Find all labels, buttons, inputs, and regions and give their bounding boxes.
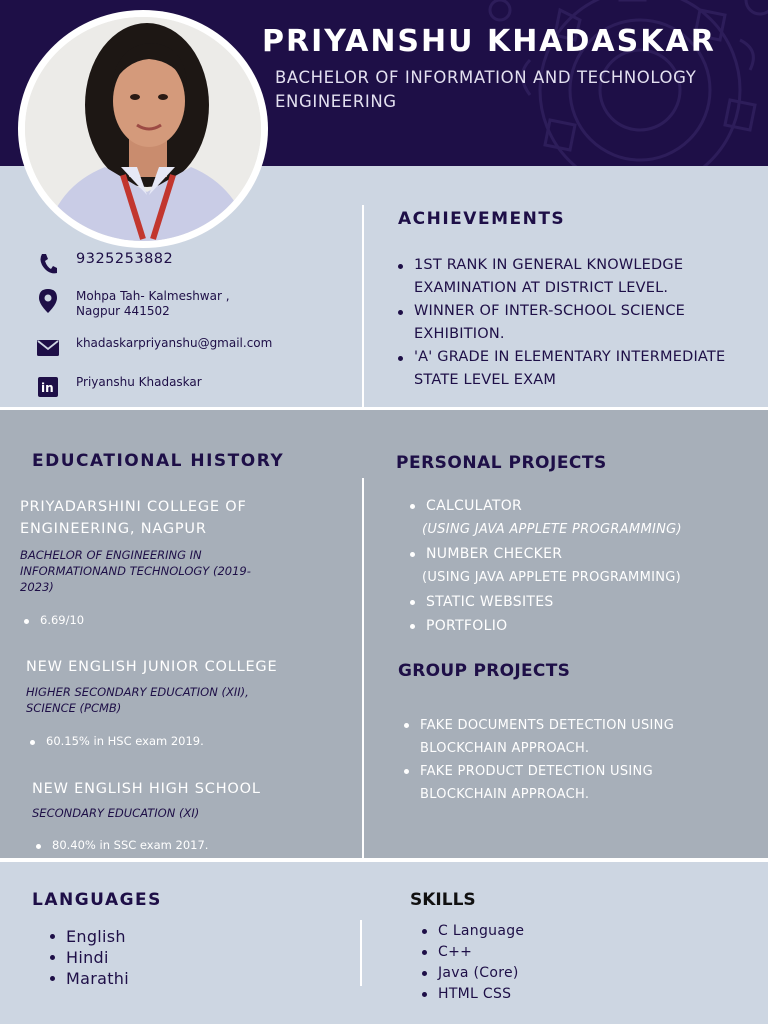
- skills-title: SKILLS: [410, 890, 476, 910]
- group-project-item: FAKE PRODUCT DETECTION USING BLOCKCHAIN APPROACH.: [402, 760, 702, 806]
- skill-item: Java (Core): [420, 963, 524, 984]
- project-item: PORTFOLIO: [408, 614, 554, 638]
- contact-phone: [36, 252, 173, 276]
- phone-number[interactable]: 9325253882: [76, 251, 174, 267]
- achievement-item: 1ST RANK IN GENERAL KNOWLEDGE EXAMINATION AT DISTRICT LEVEL.: [396, 254, 726, 300]
- education-result-list: [22, 613, 84, 627]
- address-line-2: Nagpur 441502: [76, 304, 170, 318]
- languages-title: LANGUAGES: [32, 890, 162, 910]
- achievement-item: 'A' GRADE IN ELEMENTARY INTERMEDIATE STATE LEVEL EXAM: [396, 346, 726, 392]
- contact-address: [36, 289, 230, 319]
- section-divider-2: [0, 858, 768, 862]
- skill-item: C++: [420, 942, 524, 963]
- education-degree: SECONDARY EDUCATION (XI): [32, 806, 200, 820]
- education-title: EDUCATIONAL HISTORY: [32, 451, 285, 471]
- education-result-list: [34, 838, 208, 852]
- project-item: CALCULATOR: [408, 494, 522, 518]
- education-institution: NEW ENGLISH HIGH SCHOOL: [32, 781, 261, 797]
- contact-email: [36, 336, 272, 360]
- project-note-text: (USING JAVA APPLETE PROGRAMMING): [422, 522, 682, 537]
- candidate-degree: BACHELOR OF INFORMATION AND TECHNOLOGY ENGINEERING: [275, 68, 697, 111]
- skill-item: C Language: [420, 921, 524, 942]
- education-degree: HIGHER SECONDARY EDUCATION (XII), SCIENCE (PCMB): [26, 685, 249, 715]
- education-result-list: [28, 734, 204, 748]
- skill-item: HTML CSS: [420, 984, 524, 1005]
- address-block: [76, 289, 230, 319]
- profile-photo-frame: [18, 10, 268, 248]
- project-item: STATIC WEBSITES: [408, 590, 554, 614]
- svg-text:in: in: [41, 381, 54, 395]
- profile-photo: [25, 17, 261, 241]
- personal-projects-list: [408, 542, 562, 566]
- skills-list: [420, 921, 524, 1005]
- column-divider-top: [362, 205, 364, 408]
- group-projects-list: [402, 714, 702, 806]
- group-project-item: FAKE DOCUMENTS DETECTION USING BLOCKCHAIN APPROACH.: [402, 714, 702, 760]
- achievement-item: WINNER OF INTER-SCHOOL SCIENCE EXHIBITION.: [396, 300, 726, 346]
- column-divider-middle: [362, 478, 364, 858]
- language-item: Marathi: [48, 968, 129, 989]
- phone-icon: [36, 252, 60, 276]
- education-institution: NEW ENGLISH JUNIOR COLLEGE: [26, 659, 278, 675]
- email-icon: [36, 336, 60, 360]
- linkedin-profile[interactable]: Priyanshu Khadaskar: [76, 375, 202, 389]
- linkedin-icon: [36, 375, 60, 399]
- education-result: 6.69/10: [22, 613, 84, 627]
- education-institution: PRIYADARSHINI COLLEGE OF ENGINEERING, NAGPUR: [20, 499, 247, 537]
- location-pin-icon: [36, 289, 60, 313]
- project-note: [422, 518, 682, 542]
- education-degree: BACHELOR OF ENGINEERING IN INFORMATIONAND TECHNOLOGY (2019-2023): [20, 548, 251, 594]
- language-item: Hindi: [48, 947, 129, 968]
- group-projects-title: GROUP PROJECTS: [398, 661, 571, 681]
- candidate-name: PRIYANSHU KHADASKAR: [262, 24, 716, 59]
- column-divider-bottom: [360, 920, 362, 986]
- education-result: 80.40% in SSC exam 2017.: [34, 838, 208, 852]
- languages-list: [48, 926, 129, 989]
- project-note: (USING JAVA APPLETE PROGRAMMING): [422, 570, 681, 585]
- address-line-1: Mohpa Tah- Kalmeshwar ,: [76, 289, 230, 303]
- achievements-list: [396, 254, 726, 392]
- project-item: NUMBER CHECKER: [408, 542, 562, 566]
- language-item: English: [48, 926, 129, 947]
- personal-projects-list: [408, 494, 522, 518]
- contact-linkedin: [36, 375, 202, 399]
- personal-projects-list: [408, 590, 554, 638]
- personal-projects-title: PERSONAL PROJECTS: [396, 453, 607, 473]
- education-result: 60.15% in HSC exam 2019.: [28, 734, 204, 748]
- email-address[interactable]: khadaskarpriyanshu@gmail.com: [76, 336, 273, 350]
- achievements-title: ACHIEVEMENTS: [398, 209, 566, 229]
